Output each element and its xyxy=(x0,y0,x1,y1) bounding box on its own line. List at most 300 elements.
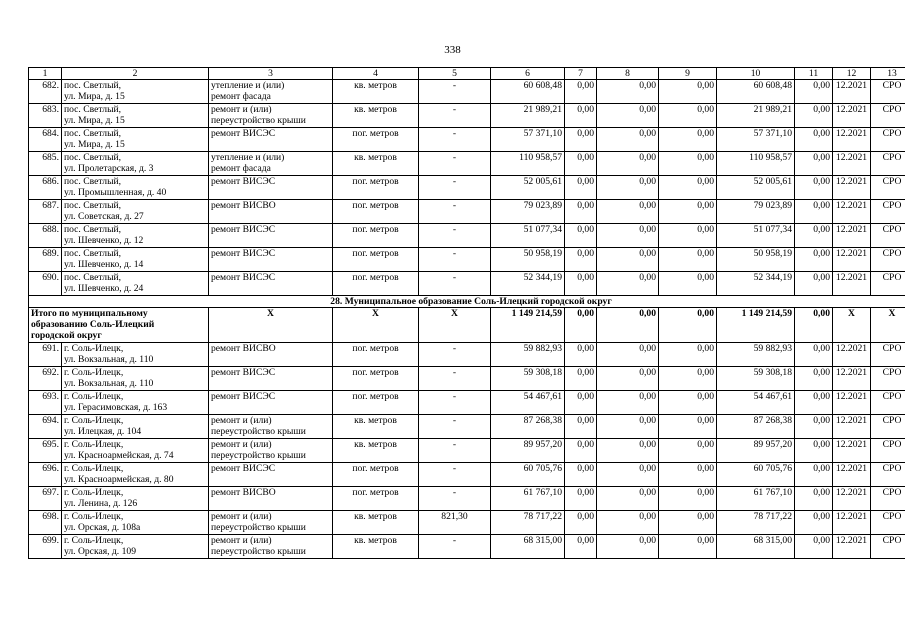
unit-cell: пог. метров xyxy=(333,224,419,248)
owners-funds-cell: 52 344,19 xyxy=(717,272,795,296)
total-c12: X xyxy=(833,308,871,343)
deadline-cell: 12.2021 xyxy=(833,80,871,104)
address-line-1: пос. Светлый, xyxy=(64,104,122,115)
local-budget-cell: 0,00 xyxy=(659,439,717,463)
address-cell xyxy=(62,391,209,415)
deadline-cell: 12.2021 xyxy=(833,128,871,152)
cost-total-cell: 79 023,89 xyxy=(491,200,565,224)
address-line-2: ул. Орская, д. 109 xyxy=(64,546,136,557)
fund-cell: 0,00 xyxy=(565,343,597,367)
work-type-line-1: ремонт ВИСЭС xyxy=(211,248,276,259)
row-number: 687. xyxy=(29,200,62,224)
local-budget-cell: 0,00 xyxy=(659,80,717,104)
address-line-1: пос. Светлый, xyxy=(64,272,122,283)
other-cell: 0,00 xyxy=(795,343,833,367)
address-line-1: г. Соль-Илецк, xyxy=(64,535,124,546)
row-number: 697. xyxy=(29,487,62,511)
total-c8: 0,00 xyxy=(597,308,659,343)
volume-cell: - xyxy=(419,224,491,248)
address-line-1: г. Соль-Илецк, xyxy=(64,391,124,402)
volume-cell: - xyxy=(419,487,491,511)
page-number: 338 xyxy=(444,44,461,56)
other-cell: 0,00 xyxy=(795,224,833,248)
address-line-1: пос. Светлый, xyxy=(64,80,122,91)
unit-cell: кв. метров xyxy=(333,104,419,128)
address-line-2: ул. Шевченко, д. 12 xyxy=(64,235,144,246)
total-c6: 1 149 214,59 xyxy=(491,308,565,343)
method-cell: СРО xyxy=(871,248,905,272)
row-number: 691. xyxy=(29,343,62,367)
row-number: 688. xyxy=(29,224,62,248)
budget-cell: 0,00 xyxy=(597,535,659,559)
row-number: 698. xyxy=(29,511,62,535)
volume-cell: - xyxy=(419,463,491,487)
other-cell: 0,00 xyxy=(795,104,833,128)
section-row xyxy=(29,296,905,308)
owners-funds-cell: 60 705,76 xyxy=(717,463,795,487)
total-row xyxy=(29,308,905,343)
row-number: 683. xyxy=(29,104,62,128)
cost-total-cell: 59 882,93 xyxy=(491,343,565,367)
method-cell: СРО xyxy=(871,391,905,415)
method-cell: СРО xyxy=(871,343,905,367)
other-cell: 0,00 xyxy=(795,511,833,535)
work-type-cell xyxy=(209,463,333,487)
other-cell: 0,00 xyxy=(795,152,833,176)
budget-cell: 0,00 xyxy=(597,415,659,439)
address-line-2: ул. Вокзальная, д. 110 xyxy=(64,378,154,389)
work-type-line-1: ремонт и (или) xyxy=(211,535,272,546)
unit-cell: кв. метров xyxy=(333,80,419,104)
local-budget-cell: 0,00 xyxy=(659,104,717,128)
address-line-1: г. Соль-Илецк, xyxy=(64,511,124,522)
cost-total-cell: 78 717,22 xyxy=(491,511,565,535)
section-title: 28. Муниципальное образование Соль-Илецкий городской округ xyxy=(29,296,905,308)
budget-cell: 0,00 xyxy=(597,463,659,487)
table-row xyxy=(29,152,905,176)
deadline-cell: 12.2021 xyxy=(833,104,871,128)
budget-cell: 0,00 xyxy=(597,511,659,535)
column-header: 6 xyxy=(491,68,565,80)
budget-cell: 0,00 xyxy=(597,200,659,224)
local-budget-cell: 0,00 xyxy=(659,224,717,248)
method-cell: СРО xyxy=(871,487,905,511)
fund-cell: 0,00 xyxy=(565,200,597,224)
address-line-1: г. Соль-Илецк, xyxy=(64,487,124,498)
address-line-1: пос. Светлый, xyxy=(64,200,122,211)
work-type-cell xyxy=(209,511,333,535)
work-type-cell xyxy=(209,104,333,128)
address-cell xyxy=(62,80,209,104)
budget-cell: 0,00 xyxy=(597,128,659,152)
deadline-cell: 12.2021 xyxy=(833,248,871,272)
owners-funds-cell: 61 767,10 xyxy=(717,487,795,511)
method-cell: СРО xyxy=(871,272,905,296)
table-row xyxy=(29,367,905,391)
fund-cell: 0,00 xyxy=(565,367,597,391)
owners-funds-cell: 68 315,00 xyxy=(717,535,795,559)
table-row xyxy=(29,224,905,248)
other-cell: 0,00 xyxy=(795,367,833,391)
other-cell: 0,00 xyxy=(795,487,833,511)
unit-cell: пог. метров xyxy=(333,367,419,391)
volume-cell: - xyxy=(419,391,491,415)
method-cell: СРО xyxy=(871,104,905,128)
table-row xyxy=(29,511,905,535)
volume-cell: - xyxy=(419,80,491,104)
address-cell xyxy=(62,176,209,200)
deadline-cell: 12.2021 xyxy=(833,463,871,487)
method-cell: СРО xyxy=(871,439,905,463)
budget-cell: 0,00 xyxy=(597,176,659,200)
row-number: 694. xyxy=(29,415,62,439)
work-type-line-2: переустройство крыши xyxy=(211,426,306,437)
method-cell: СРО xyxy=(871,415,905,439)
budget-cell: 0,00 xyxy=(597,343,659,367)
row-number: 686. xyxy=(29,176,62,200)
work-type-line-1: ремонт ВИСВО xyxy=(211,343,276,354)
work-type-cell xyxy=(209,80,333,104)
fund-cell: 0,00 xyxy=(565,224,597,248)
budget-cell: 0,00 xyxy=(597,80,659,104)
other-cell: 0,00 xyxy=(795,128,833,152)
column-header: 1 xyxy=(29,68,62,80)
table-row xyxy=(29,343,905,367)
budget-cell: 0,00 xyxy=(597,104,659,128)
row-number: 692. xyxy=(29,367,62,391)
work-type-cell xyxy=(209,272,333,296)
column-header: 4 xyxy=(333,68,419,80)
row-number: 690. xyxy=(29,272,62,296)
work-type-line-1: утепление и (или) xyxy=(211,80,285,91)
address-line-2: ул. Мира, д. 15 xyxy=(64,91,125,102)
table-row xyxy=(29,391,905,415)
deadline-cell: 12.2021 xyxy=(833,200,871,224)
column-header: 8 xyxy=(597,68,659,80)
method-cell: СРО xyxy=(871,224,905,248)
address-cell xyxy=(62,415,209,439)
fund-cell: 0,00 xyxy=(565,272,597,296)
cost-total-cell: 68 315,00 xyxy=(491,535,565,559)
address-line-1: г. Соль-Илецк, xyxy=(64,415,124,426)
volume-cell: - xyxy=(419,104,491,128)
row-number: 693. xyxy=(29,391,62,415)
cost-total-cell: 57 371,10 xyxy=(491,128,565,152)
local-budget-cell: 0,00 xyxy=(659,128,717,152)
work-type-line-1: ремонт ВИСЭС xyxy=(211,224,276,235)
column-header: 5 xyxy=(419,68,491,80)
owners-funds-cell: 78 717,22 xyxy=(717,511,795,535)
volume-cell: - xyxy=(419,176,491,200)
unit-cell: пог. метров xyxy=(333,176,419,200)
other-cell: 0,00 xyxy=(795,535,833,559)
table-row xyxy=(29,535,905,559)
volume-cell: - xyxy=(419,415,491,439)
local-budget-cell: 0,00 xyxy=(659,200,717,224)
address-line-1: пос. Светлый, xyxy=(64,128,122,139)
cost-total-cell: 50 958,19 xyxy=(491,248,565,272)
budget-cell: 0,00 xyxy=(597,487,659,511)
work-type-cell xyxy=(209,152,333,176)
other-cell: 0,00 xyxy=(795,463,833,487)
other-cell: 0,00 xyxy=(795,272,833,296)
volume-cell: - xyxy=(419,128,491,152)
unit-cell: кв. метров xyxy=(333,415,419,439)
owners-funds-cell: 59 308,18 xyxy=(717,367,795,391)
table-row xyxy=(29,176,905,200)
deadline-cell: 12.2021 xyxy=(833,343,871,367)
cost-total-cell: 89 957,20 xyxy=(491,439,565,463)
work-type-cell xyxy=(209,248,333,272)
work-type-cell xyxy=(209,176,333,200)
owners-funds-cell: 87 268,38 xyxy=(717,415,795,439)
address-line-2: ул. Вокзальная, д. 110 xyxy=(64,354,154,365)
address-line-1: г. Соль-Илецк, xyxy=(64,367,124,378)
work-type-line-2: ремонт фасада xyxy=(211,91,271,102)
work-type-cell xyxy=(209,367,333,391)
fund-cell: 0,00 xyxy=(565,128,597,152)
deadline-cell: 12.2021 xyxy=(833,272,871,296)
total-label-line-1: Итого по муниципальному xyxy=(31,308,148,319)
table-row xyxy=(29,439,905,463)
address-line-2: ул. Герасимовская, д. 163 xyxy=(64,402,168,413)
local-budget-cell: 0,00 xyxy=(659,415,717,439)
address-line-1: пос. Светлый, xyxy=(64,224,122,235)
address-line-2: ул. Промышленная, д. 40 xyxy=(64,187,167,198)
address-line-2: ул. Орская, д. 108а xyxy=(64,522,141,533)
owners-funds-cell: 79 023,89 xyxy=(717,200,795,224)
owners-funds-cell: 110 958,57 xyxy=(717,152,795,176)
unit-cell: пог. метров xyxy=(333,200,419,224)
fund-cell: 0,00 xyxy=(565,487,597,511)
total-label xyxy=(29,308,209,343)
local-budget-cell: 0,00 xyxy=(659,535,717,559)
unit-cell: пог. метров xyxy=(333,391,419,415)
table-row xyxy=(29,104,905,128)
work-type-line-1: ремонт ВИСЭС xyxy=(211,128,276,139)
work-type-line-1: утепление и (или) xyxy=(211,152,285,163)
table-row xyxy=(29,272,905,296)
address-line-2: ул. Мира, д. 15 xyxy=(64,139,125,150)
method-cell: СРО xyxy=(871,80,905,104)
cost-total-cell: 54 467,61 xyxy=(491,391,565,415)
method-cell: СРО xyxy=(871,511,905,535)
table-row xyxy=(29,128,905,152)
header-row xyxy=(29,68,905,80)
total-c10: 1 149 214,59 xyxy=(717,308,795,343)
work-type-line-1: ремонт ВИСВО xyxy=(211,200,276,211)
method-cell: СРО xyxy=(871,128,905,152)
address-cell xyxy=(62,511,209,535)
address-cell xyxy=(62,200,209,224)
deadline-cell: 12.2021 xyxy=(833,415,871,439)
total-c13: X xyxy=(871,308,905,343)
work-type-line-1: ремонт и (или) xyxy=(211,511,272,522)
address-line-2: ул. Мира, д. 15 xyxy=(64,115,125,126)
deadline-cell: 12.2021 xyxy=(833,176,871,200)
unit-cell: кв. метров xyxy=(333,152,419,176)
owners-funds-cell: 54 467,61 xyxy=(717,391,795,415)
local-budget-cell: 0,00 xyxy=(659,272,717,296)
row-number: 689. xyxy=(29,248,62,272)
work-type-line-1: ремонт и (или) xyxy=(211,439,272,450)
fund-cell: 0,00 xyxy=(565,391,597,415)
owners-funds-cell: 57 371,10 xyxy=(717,128,795,152)
address-line-2: ул. Илецкая, д. 104 xyxy=(64,426,142,437)
fund-cell: 0,00 xyxy=(565,511,597,535)
deadline-cell: 12.2021 xyxy=(833,152,871,176)
address-line-1: г. Соль-Илецк, xyxy=(64,343,124,354)
cost-total-cell: 21 989,21 xyxy=(491,104,565,128)
work-type-cell xyxy=(209,391,333,415)
fund-cell: 0,00 xyxy=(565,439,597,463)
local-budget-cell: 0,00 xyxy=(659,391,717,415)
address-cell xyxy=(62,439,209,463)
total-c3: X xyxy=(209,308,333,343)
table-row xyxy=(29,200,905,224)
work-type-line-1: ремонт ВИСЭС xyxy=(211,463,276,474)
address-line-1: пос. Светлый, xyxy=(64,176,122,187)
deadline-cell: 12.2021 xyxy=(833,535,871,559)
unit-cell: пог. метров xyxy=(333,463,419,487)
capital-repair-table xyxy=(28,67,905,559)
work-type-line-1: ремонт и (или) xyxy=(211,415,272,426)
address-line-2: ул. Шевченко, д. 24 xyxy=(64,283,144,294)
budget-cell: 0,00 xyxy=(597,439,659,463)
budget-cell: 0,00 xyxy=(597,367,659,391)
deadline-cell: 12.2021 xyxy=(833,224,871,248)
unit-cell: пог. метров xyxy=(333,343,419,367)
row-number: 695. xyxy=(29,439,62,463)
budget-cell: 0,00 xyxy=(597,224,659,248)
volume-cell: - xyxy=(419,248,491,272)
cost-total-cell: 52 005,61 xyxy=(491,176,565,200)
address-line-1: пос. Светлый, xyxy=(64,152,122,163)
other-cell: 0,00 xyxy=(795,439,833,463)
local-budget-cell: 0,00 xyxy=(659,176,717,200)
work-type-cell xyxy=(209,224,333,248)
owners-funds-cell: 60 608,48 xyxy=(717,80,795,104)
cost-total-cell: 110 958,57 xyxy=(491,152,565,176)
work-type-cell xyxy=(209,439,333,463)
column-header: 7 xyxy=(565,68,597,80)
cost-total-cell: 51 077,34 xyxy=(491,224,565,248)
cost-total-cell: 87 268,38 xyxy=(491,415,565,439)
total-c4: X xyxy=(333,308,419,343)
work-type-line-2: переустройство крыши xyxy=(211,522,306,533)
unit-cell: пог. метров xyxy=(333,487,419,511)
row-number: 699. xyxy=(29,535,62,559)
volume-cell: - xyxy=(419,152,491,176)
volume-cell: 821,30 xyxy=(419,511,491,535)
address-line-1: г. Соль-Илецк, xyxy=(64,439,124,450)
column-header: 11 xyxy=(795,68,833,80)
volume-cell: - xyxy=(419,439,491,463)
fund-cell: 0,00 xyxy=(565,463,597,487)
deadline-cell: 12.2021 xyxy=(833,367,871,391)
local-budget-cell: 0,00 xyxy=(659,487,717,511)
budget-cell: 0,00 xyxy=(597,391,659,415)
work-type-line-1: ремонт ВИСЭС xyxy=(211,391,276,402)
fund-cell: 0,00 xyxy=(565,248,597,272)
volume-cell: - xyxy=(419,200,491,224)
unit-cell: кв. метров xyxy=(333,511,419,535)
other-cell: 0,00 xyxy=(795,391,833,415)
work-type-line-2: ремонт фасада xyxy=(211,163,271,174)
other-cell: 0,00 xyxy=(795,80,833,104)
fund-cell: 0,00 xyxy=(565,535,597,559)
total-c5: X xyxy=(419,308,491,343)
total-c11: 0,00 xyxy=(795,308,833,343)
work-type-line-1: ремонт ВИСЭС xyxy=(211,176,276,187)
work-type-cell xyxy=(209,128,333,152)
table-row xyxy=(29,463,905,487)
total-label-line-3: городской округ xyxy=(31,330,102,341)
address-cell xyxy=(62,224,209,248)
row-number: 682. xyxy=(29,80,62,104)
cost-total-cell: 59 308,18 xyxy=(491,367,565,391)
address-line-2: ул. Советская, д. 27 xyxy=(64,211,144,222)
deadline-cell: 12.2021 xyxy=(833,391,871,415)
volume-cell: - xyxy=(419,367,491,391)
method-cell: СРО xyxy=(871,535,905,559)
fund-cell: 0,00 xyxy=(565,176,597,200)
address-line-2: ул. Ленина, д. 126 xyxy=(64,498,138,509)
work-type-line-2: переустройство крыши xyxy=(211,450,306,461)
address-cell xyxy=(62,487,209,511)
method-cell: СРО xyxy=(871,152,905,176)
local-budget-cell: 0,00 xyxy=(659,152,717,176)
other-cell: 0,00 xyxy=(795,415,833,439)
owners-funds-cell: 89 957,20 xyxy=(717,439,795,463)
work-type-line-2: переустройство крыши xyxy=(211,115,306,126)
row-number: 685. xyxy=(29,152,62,176)
work-type-line-1: ремонт ВИСЭС xyxy=(211,367,276,378)
method-cell: СРО xyxy=(871,367,905,391)
address-cell xyxy=(62,463,209,487)
table-row xyxy=(29,248,905,272)
work-type-cell xyxy=(209,200,333,224)
deadline-cell: 12.2021 xyxy=(833,511,871,535)
fund-cell: 0,00 xyxy=(565,80,597,104)
unit-cell: пог. метров xyxy=(333,128,419,152)
address-line-2: ул. Шевченко, д. 14 xyxy=(64,259,144,270)
owners-funds-cell: 50 958,19 xyxy=(717,248,795,272)
local-budget-cell: 0,00 xyxy=(659,367,717,391)
volume-cell: - xyxy=(419,535,491,559)
owners-funds-cell: 52 005,61 xyxy=(717,176,795,200)
owners-funds-cell: 59 882,93 xyxy=(717,343,795,367)
work-type-line-1: ремонт ВИСЭС xyxy=(211,272,276,283)
budget-cell: 0,00 xyxy=(597,272,659,296)
fund-cell: 0,00 xyxy=(565,415,597,439)
volume-cell: - xyxy=(419,343,491,367)
table-row xyxy=(29,487,905,511)
total-c9: 0,00 xyxy=(659,308,717,343)
cost-total-cell: 61 767,10 xyxy=(491,487,565,511)
fund-cell: 0,00 xyxy=(565,152,597,176)
address-cell xyxy=(62,272,209,296)
unit-cell: кв. метров xyxy=(333,535,419,559)
work-type-cell xyxy=(209,535,333,559)
cost-total-cell: 52 344,19 xyxy=(491,272,565,296)
address-line-1: г. Соль-Илецк, xyxy=(64,463,124,474)
address-cell xyxy=(62,152,209,176)
total-c7: 0,00 xyxy=(565,308,597,343)
column-header: 2 xyxy=(62,68,209,80)
fund-cell: 0,00 xyxy=(565,104,597,128)
owners-funds-cell: 51 077,34 xyxy=(717,224,795,248)
